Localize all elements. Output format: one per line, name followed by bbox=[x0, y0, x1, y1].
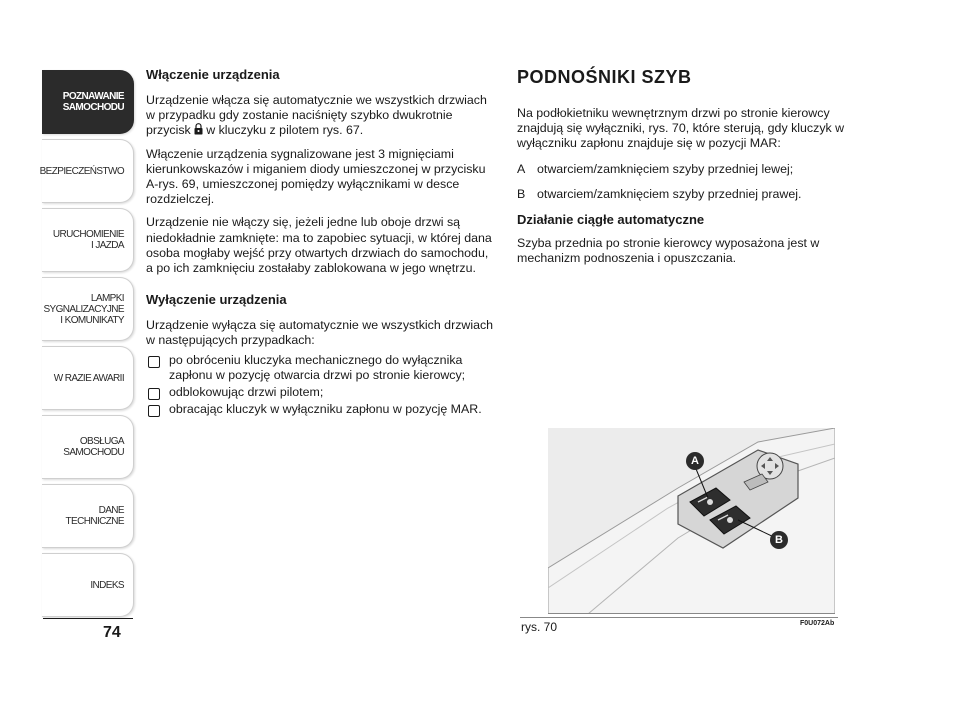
tab-poznawanie-samochodu[interactable] bbox=[42, 70, 134, 134]
paragraph-text: Urządzenie włącza się automatycznie we wszystkich drzwiach w przypadku gdy zostanie naciśnięty szybko dwukrotnie przycisk bbox=[146, 93, 487, 138]
item-letter: B bbox=[517, 186, 526, 201]
tab-obsluga-samochodu[interactable] bbox=[42, 415, 134, 479]
paragraph: Włączenie urządzenia sygnalizowane jest 3 mignięciami kierunkowskazów i miganiem diody umieszczonej w przycisku A-rys. 69, umieszczonej pomiędzy wyłącznikami w desce rozdzielczej. bbox=[146, 146, 486, 207]
tab-uruchomienie-i-jazda[interactable] bbox=[42, 208, 134, 272]
figure-caption: rys. 70 bbox=[521, 620, 558, 634]
section-heading-disable: Wyłączenie urządzenia bbox=[146, 292, 287, 308]
chapter-sidebar bbox=[39, 70, 134, 618]
tab-bezpieczenstwo[interactable] bbox=[39, 139, 134, 203]
paragraph bbox=[146, 93, 498, 139]
page-number: 74 bbox=[103, 624, 121, 641]
callout-b: B bbox=[770, 531, 788, 549]
left-column bbox=[146, 67, 498, 423]
list-item: po obróceniu kluczyka mechanicznego do wyłącznika zapłonu w pozycję otwarcia drzwi po stronie kierowcy; bbox=[146, 353, 498, 383]
tab-indeks[interactable] bbox=[42, 553, 134, 617]
paragraph: Urządzenie nie włączy się, jeżeli jedne lub oboje drzwi są niedokładnie zamknięte: ma to zapobiec sytuacji, w której dana osoba mogłaby wejść przy otwartych drzwiach do samochodu, a po ich zamknięciu zostałaby zablokowana w jego wnętrzu. bbox=[146, 215, 492, 276]
tab-label: INDEKS bbox=[90, 579, 124, 591]
page-title: PODNOŚNIKI SZYB bbox=[517, 67, 692, 87]
tab-w-razie-awarii[interactable] bbox=[42, 346, 134, 410]
tab-label: URUCHOMIENIE I JAZDA bbox=[52, 229, 124, 251]
list-item bbox=[517, 187, 862, 202]
item-letter: A bbox=[517, 161, 526, 176]
tab-label: BEZPIECZEŃSTWO bbox=[39, 165, 124, 177]
paragraph: Szyba przednia po stronie kierowcy wyposażona jest w mechanizm podnoszenia i opuszczania. bbox=[517, 236, 820, 266]
checkbox-list bbox=[146, 353, 498, 418]
paragraph: Na podłokietniku wewnętrznym drzwi po stronie kierowcy znajdują się wyłączniki, rys. 70, które sterują, gdy kluczyk w wyłączniku zapłonu znajduje się w pozycji MAR: bbox=[517, 106, 845, 151]
section-heading-enable: Włączenie urządzenia bbox=[146, 67, 280, 82]
right-column bbox=[517, 67, 862, 274]
callout-a: A bbox=[686, 452, 704, 470]
tab-label: DANE TECHNICZNE bbox=[65, 505, 124, 527]
tab-label: W RAZIE AWARII bbox=[53, 372, 124, 384]
list-item bbox=[517, 162, 862, 177]
paragraph-text: w kluczyku z pilotem rys. 67. bbox=[206, 123, 364, 138]
tab-label: OBSŁUGA SAMOCHODU bbox=[63, 436, 124, 458]
tab-lampki-sygnalizacyjne[interactable] bbox=[42, 277, 134, 341]
tab-label: POZNAWANIE SAMOCHODU bbox=[62, 91, 124, 113]
section-heading-auto: Działanie ciągłe automatyczne bbox=[517, 212, 705, 228]
lock-icon bbox=[194, 123, 203, 135]
sidebar-divider bbox=[43, 618, 133, 619]
item-text: otwarciem/zamknięciem szyby przedniej prawej. bbox=[537, 186, 802, 201]
tab-dane-techniczne[interactable] bbox=[42, 484, 134, 548]
tab-label: LAMPKI SYGNALIZACYJNE I KOMUNIKATY bbox=[43, 292, 124, 326]
list-item: odblokowując drzwi pilotem; bbox=[146, 385, 498, 400]
figure-code: F0U072Ab bbox=[800, 620, 835, 627]
paragraph: Urządzenie wyłącza się automatycznie we wszystkich drzwiach w następujących przypadkach: bbox=[146, 318, 494, 348]
list-item: obracając kluczyk w wyłączniku zapłonu w pozycję MAR. bbox=[146, 402, 498, 417]
window-switch-illustration bbox=[548, 428, 835, 614]
figure-divider bbox=[520, 617, 838, 618]
item-text: otwarciem/zamknięciem szyby przedniej lewej; bbox=[537, 161, 794, 176]
